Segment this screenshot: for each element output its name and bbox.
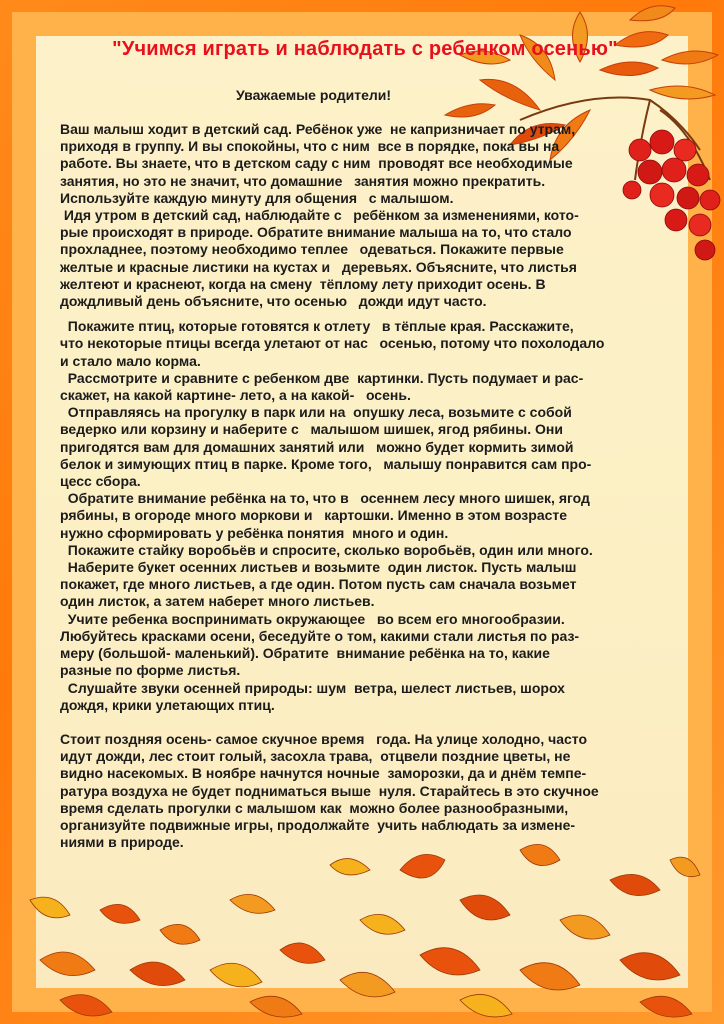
paragraph-block-2 <box>60 318 692 714</box>
text-line: время сделать прогулки с малышом как можно более разнообразными, <box>60 799 569 816</box>
article-body <box>60 121 692 851</box>
text-line: Учите ребенка воспринимать окружающее во всем его многообразии. <box>60 610 565 627</box>
text-line: ратура воздуха не будет подниматься выше нуля. Старайтесь в это скучное <box>60 782 599 799</box>
text-line: прохладнее, поэтому необходимо теплее одеваться. Покажите первые <box>60 241 564 258</box>
paragraph-block-3 <box>60 731 692 851</box>
text-line: Ваш малыш ходит в детский сад. Ребёнок уже не капризничает по утрам, <box>60 121 576 137</box>
text-line: видно насекомых. В ноябре начнутся ночные заморозки, да и днём темпе- <box>60 765 587 782</box>
text-line: ведерко или корзину и наберите с малышом шишек, ягод рябины. Они <box>60 421 563 438</box>
text-line: Покажите птиц, которые готовятся к отлету в тёплые края. Расскажите, <box>60 318 574 335</box>
text-line: один листок, а затем наберет много листьев. <box>60 593 375 610</box>
text-line: и стало мало корма. <box>60 352 201 369</box>
text-line: белок и зимующих птиц в парке. Кроме того, малышу понравится сам про- <box>60 455 592 472</box>
text-line: меру (большой- маленький). Обратите внимание ребёнка на то, какие <box>60 645 550 662</box>
text-line: ниями в природе. <box>60 834 184 851</box>
text-line: Любуйтесь красками осени, беседуйте о том, какими стали листья по раз- <box>60 627 580 644</box>
text-line: Стоит поздняя осень- самое скучное время года. На улице холодно, часто <box>60 730 588 747</box>
text-line: приходя в группу. И вы спокойны, что с ним все в порядке, пока вы на <box>60 138 560 155</box>
text-line: Слушайте звуки осенней природы: шум ветра, шелест листьев, шорох <box>60 679 565 696</box>
text-line: нужно сформировать у ребёнка понятия много и один. <box>60 524 449 541</box>
greeting-heading: Уважаемые родители! <box>236 87 392 103</box>
text-line: покажет, где много листьев, а где один. Потом пусть сам сначала возьмет <box>60 576 577 593</box>
text-line: идут дожди, лес стоит голый, засохла трава, отцвели поздние цветы, не <box>60 748 571 765</box>
text-line: рые происходят в природе. Обратите внимание малыша на то, что стало <box>60 224 572 241</box>
text-line: Используйте каждую минуту для общения с малышом. <box>60 189 454 206</box>
text-line: разные по форме листья. <box>60 662 241 679</box>
text-line: Наберите букет осенних листьев и возьмите один листок. Пусть малыш <box>60 559 577 576</box>
text-line: дождя, крики улетающих птиц. <box>60 696 275 713</box>
text-line: цесс сбора. <box>60 473 141 490</box>
text-line: рябины, в огороде много моркови и картошки. Именно в этом возрасте <box>60 507 568 524</box>
text-line: что некоторые птицы всегда улетают от нас осенью, потому что похолодало <box>60 335 605 352</box>
text-line: Покажите стайку воробьёв и спросите, сколько воробьёв, один или много. <box>60 541 593 558</box>
text-line: Рассмотрите и сравните с ребенком две картинки. Пусть подумает и рас- <box>60 369 584 386</box>
text-line: желтеют и краснеют, когда на смену тёплому лету приходит осень. В <box>60 275 546 292</box>
text-line: организуйте подвижные игры, продолжайте учить наблюдать за измене- <box>60 816 576 833</box>
text-line: Обратите внимание ребёнка на то, что в осеннем лесу много шишек, ягод <box>60 490 590 507</box>
text-line: желтые и красные листики на кустах и деревьях. Объясните, что листья <box>60 258 577 275</box>
paragraph-block-1 <box>60 121 692 310</box>
text-line: дождливый день объясните, что осенью дожди идут часто. <box>60 293 487 310</box>
text-line: скажет, на какой картине- лето, а на какой- осень. <box>60 387 411 404</box>
text-line: работе. Вы знаете, что в детском саду с ним проводят все необходимые <box>60 155 573 172</box>
text-line: занятия, но это не значит, что домашние занятия можно прекратить. <box>60 172 546 189</box>
text-line: пригодятся вам для домашних занятий или можно будет кормить зимой <box>60 438 574 455</box>
text-line: Отправляясь на прогулку в парк или на опушку леса, возьмите с собой <box>60 404 572 421</box>
page-title: "Учимся играть и наблюдать с ребенком осенью" <box>112 38 618 60</box>
text-line: Идя утром в детский сад, наблюдайте с ребёнком за изменениями, кото- <box>60 207 579 224</box>
